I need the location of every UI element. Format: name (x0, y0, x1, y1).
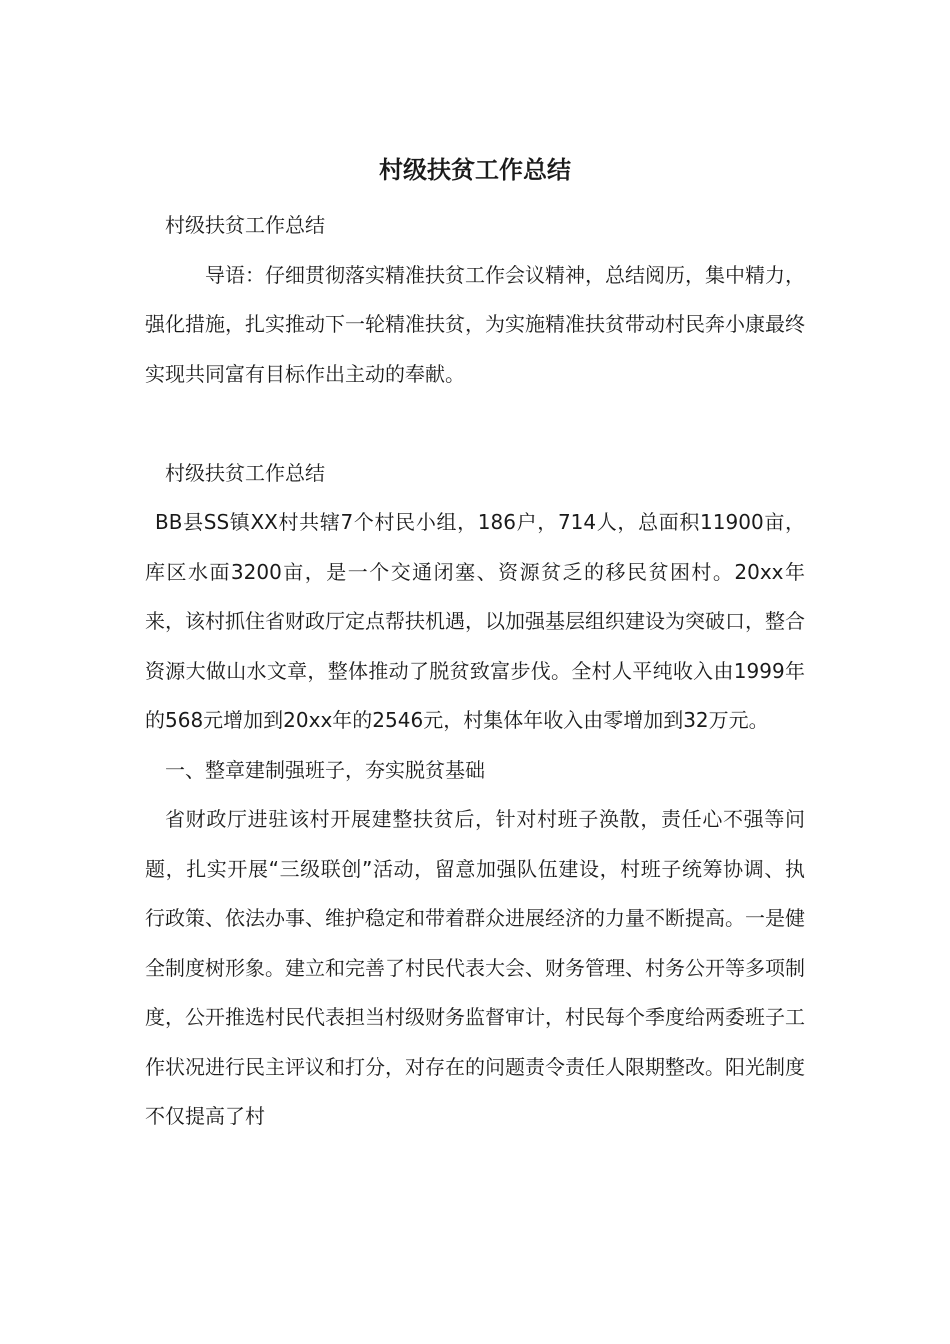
document-title: 村级扶贫工作总结 (379, 156, 571, 184)
document-body (145, 201, 805, 1142)
section-heading-1: 一、整章建制强班子，夯实脱贫基础 (165, 757, 485, 782)
section-title-paragraph: 村级扶贫工作总结 (165, 460, 325, 485)
subtitle-paragraph: 村级扶贫工作总结 (165, 213, 325, 237)
intro-paragraph: 导语：仔细贯彻落实精准扶贫工作会议精神，总结阅历，集中精力，强化措施，扎实推动下一轮精准扶贫，为实施精准扶贫带动村民奔小康最终实现共同富有目标作出主动的奉献。 (145, 262, 805, 386)
blank-line (145, 399, 805, 449)
overview-paragraph: BB县SS镇XX村共辖7个村民小组，186户，714人，总面积11900亩，库区水面3200亩，是一个交通闭塞、资源贫乏的移民贫困村。20xx年来，该村抓住省财政厅定点帮扶机遇，以加强基层组织建设为突破口，整合资源大做山水文章，整体推动了脱贫致富步伐。全村人平纯收入由1999年的568元增加到20xx年的2546元，村集体年收入由零增加到32万元。 (145, 510, 805, 732)
section-1-paragraph: 省财政厅进驻该村开展建整扶贫后，针对村班子涣散，责任心不强等问题，扎实开展“三级联创”活动，留意加强队伍建设，村班子统筹协调、执行政策、依法办事、维护稳定和带着群众进展经济的力量不断提高。一是健全制度树形象。建立和完善了村民代表大会、财务管理、村务公开等多项制度，公开推选村民代表担当村级财务监督审计，村民每个季度给两委班子工作状况进行民主评议和打分，对存在的问题责令责任人限期整改。阳光制度不仅提高了村 (145, 807, 805, 1128)
